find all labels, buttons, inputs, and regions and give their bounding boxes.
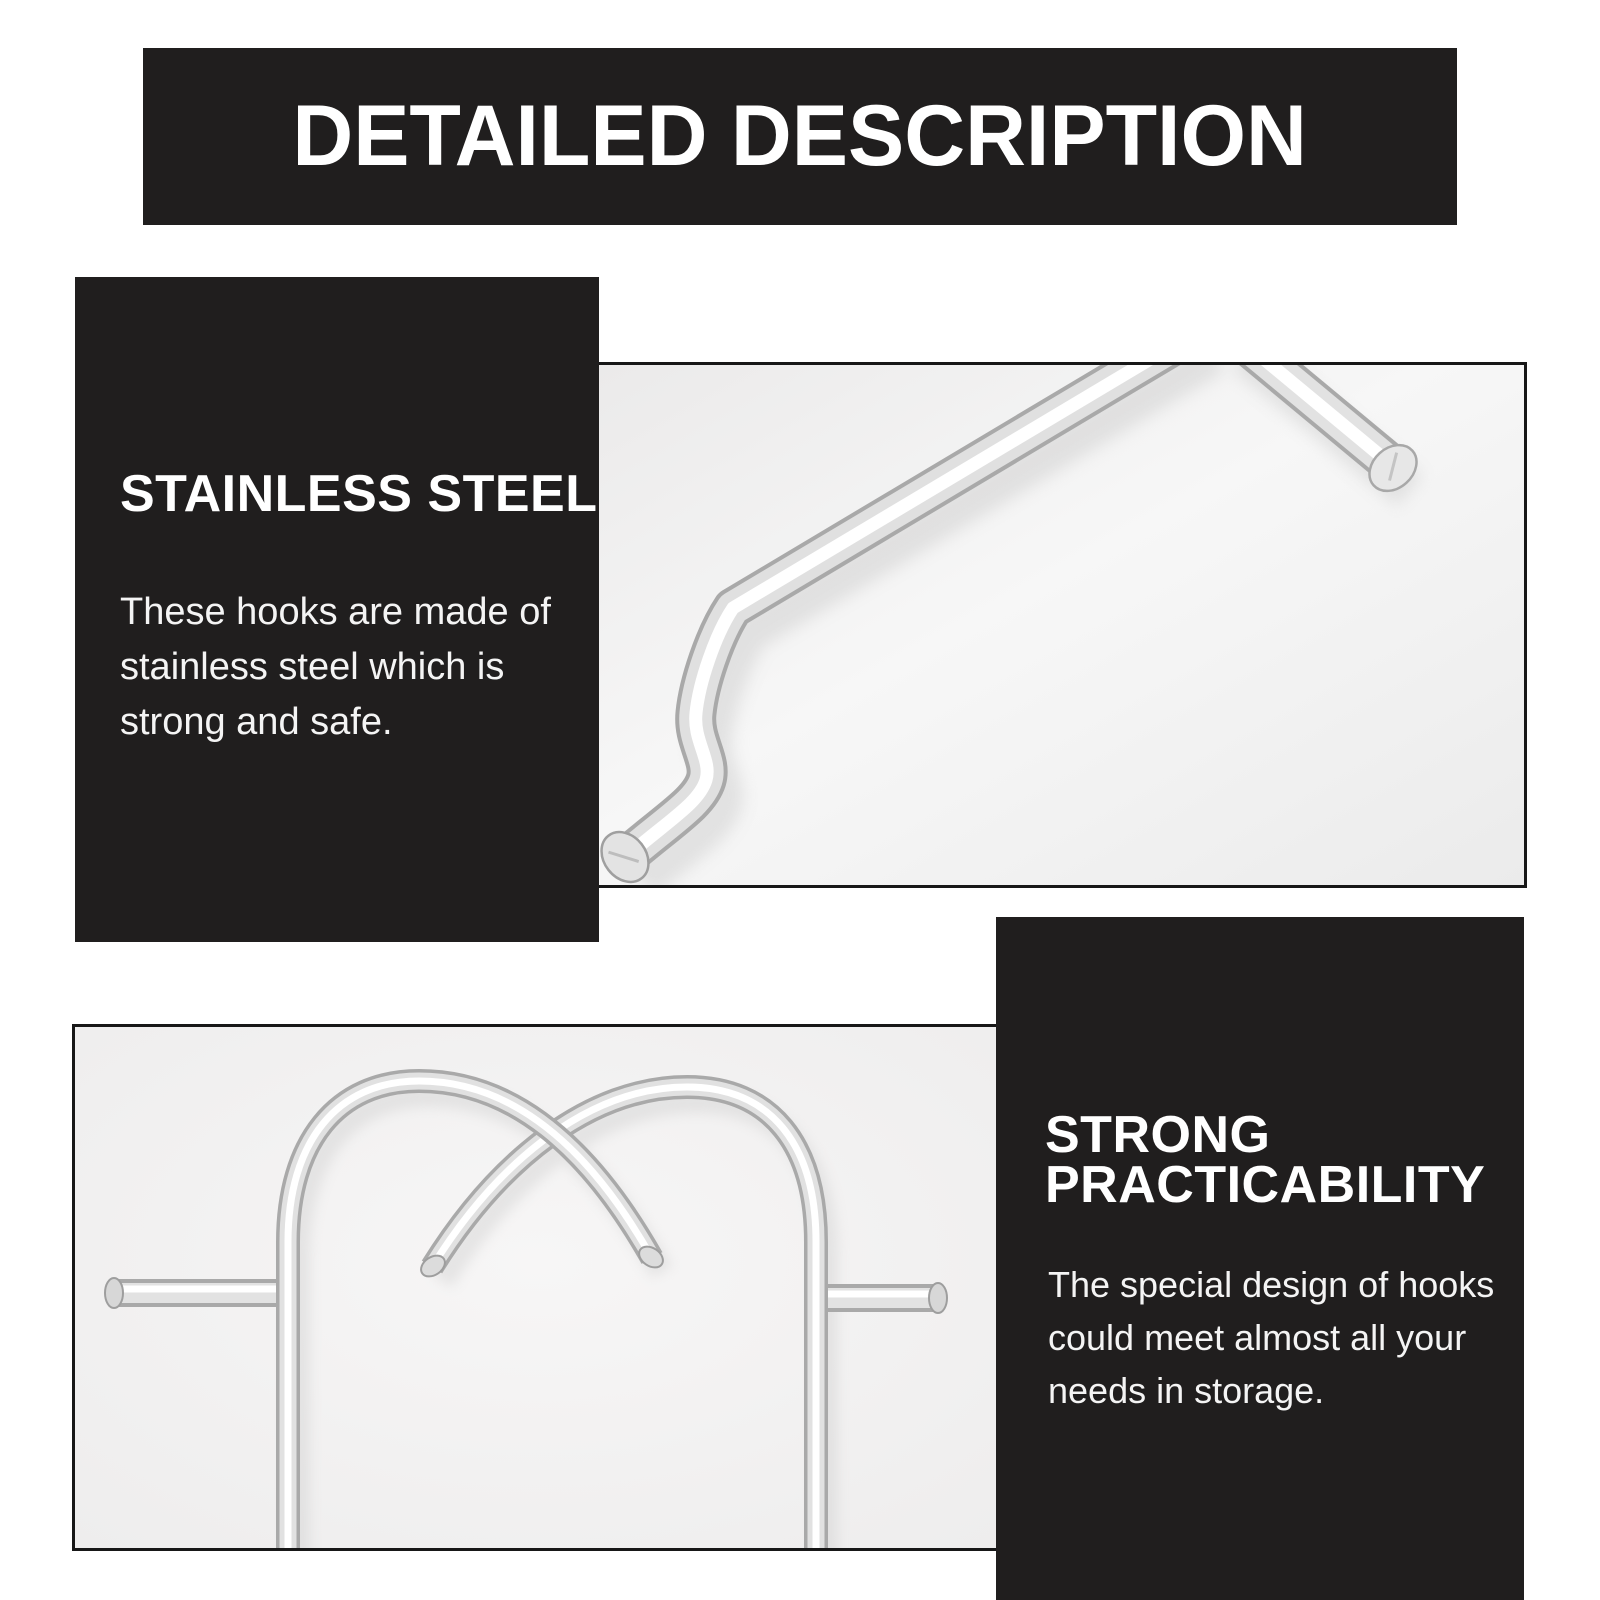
body-line: stainless steel which is (120, 646, 505, 688)
panel-stainless-steel (75, 277, 599, 942)
stainless-steel-heading: STAINLESS STEEL (120, 465, 598, 523)
crossed-hooks-photo-illustration (75, 1027, 1001, 1548)
right-peg (813, 1283, 947, 1313)
body-line: needs in storage. (1048, 1370, 1325, 1411)
heading-line: PRACTICABILITY (1045, 1156, 1486, 1214)
body-line: could meet almost all your (1048, 1317, 1467, 1358)
heading-line: STRONG (1045, 1106, 1271, 1164)
body-line: strong and safe. (120, 701, 393, 743)
s-hook-photo-illustration (599, 365, 1524, 885)
photo-s-hook (596, 362, 1527, 888)
body-line: The special design of hooks (1048, 1264, 1495, 1305)
photo-crossed-hooks (72, 1024, 1004, 1551)
body-line: These hooks are made of (120, 591, 551, 633)
banner-title: DETAILED DESCRIPTION (292, 88, 1308, 184)
banner (143, 48, 1457, 225)
strong-practicability-body (1048, 1258, 1494, 1417)
strong-practicability-heading (1045, 1106, 1486, 1214)
left-peg (105, 1278, 293, 1308)
stainless-steel-body (120, 585, 551, 750)
panel-strong-practicability (996, 917, 1524, 1600)
